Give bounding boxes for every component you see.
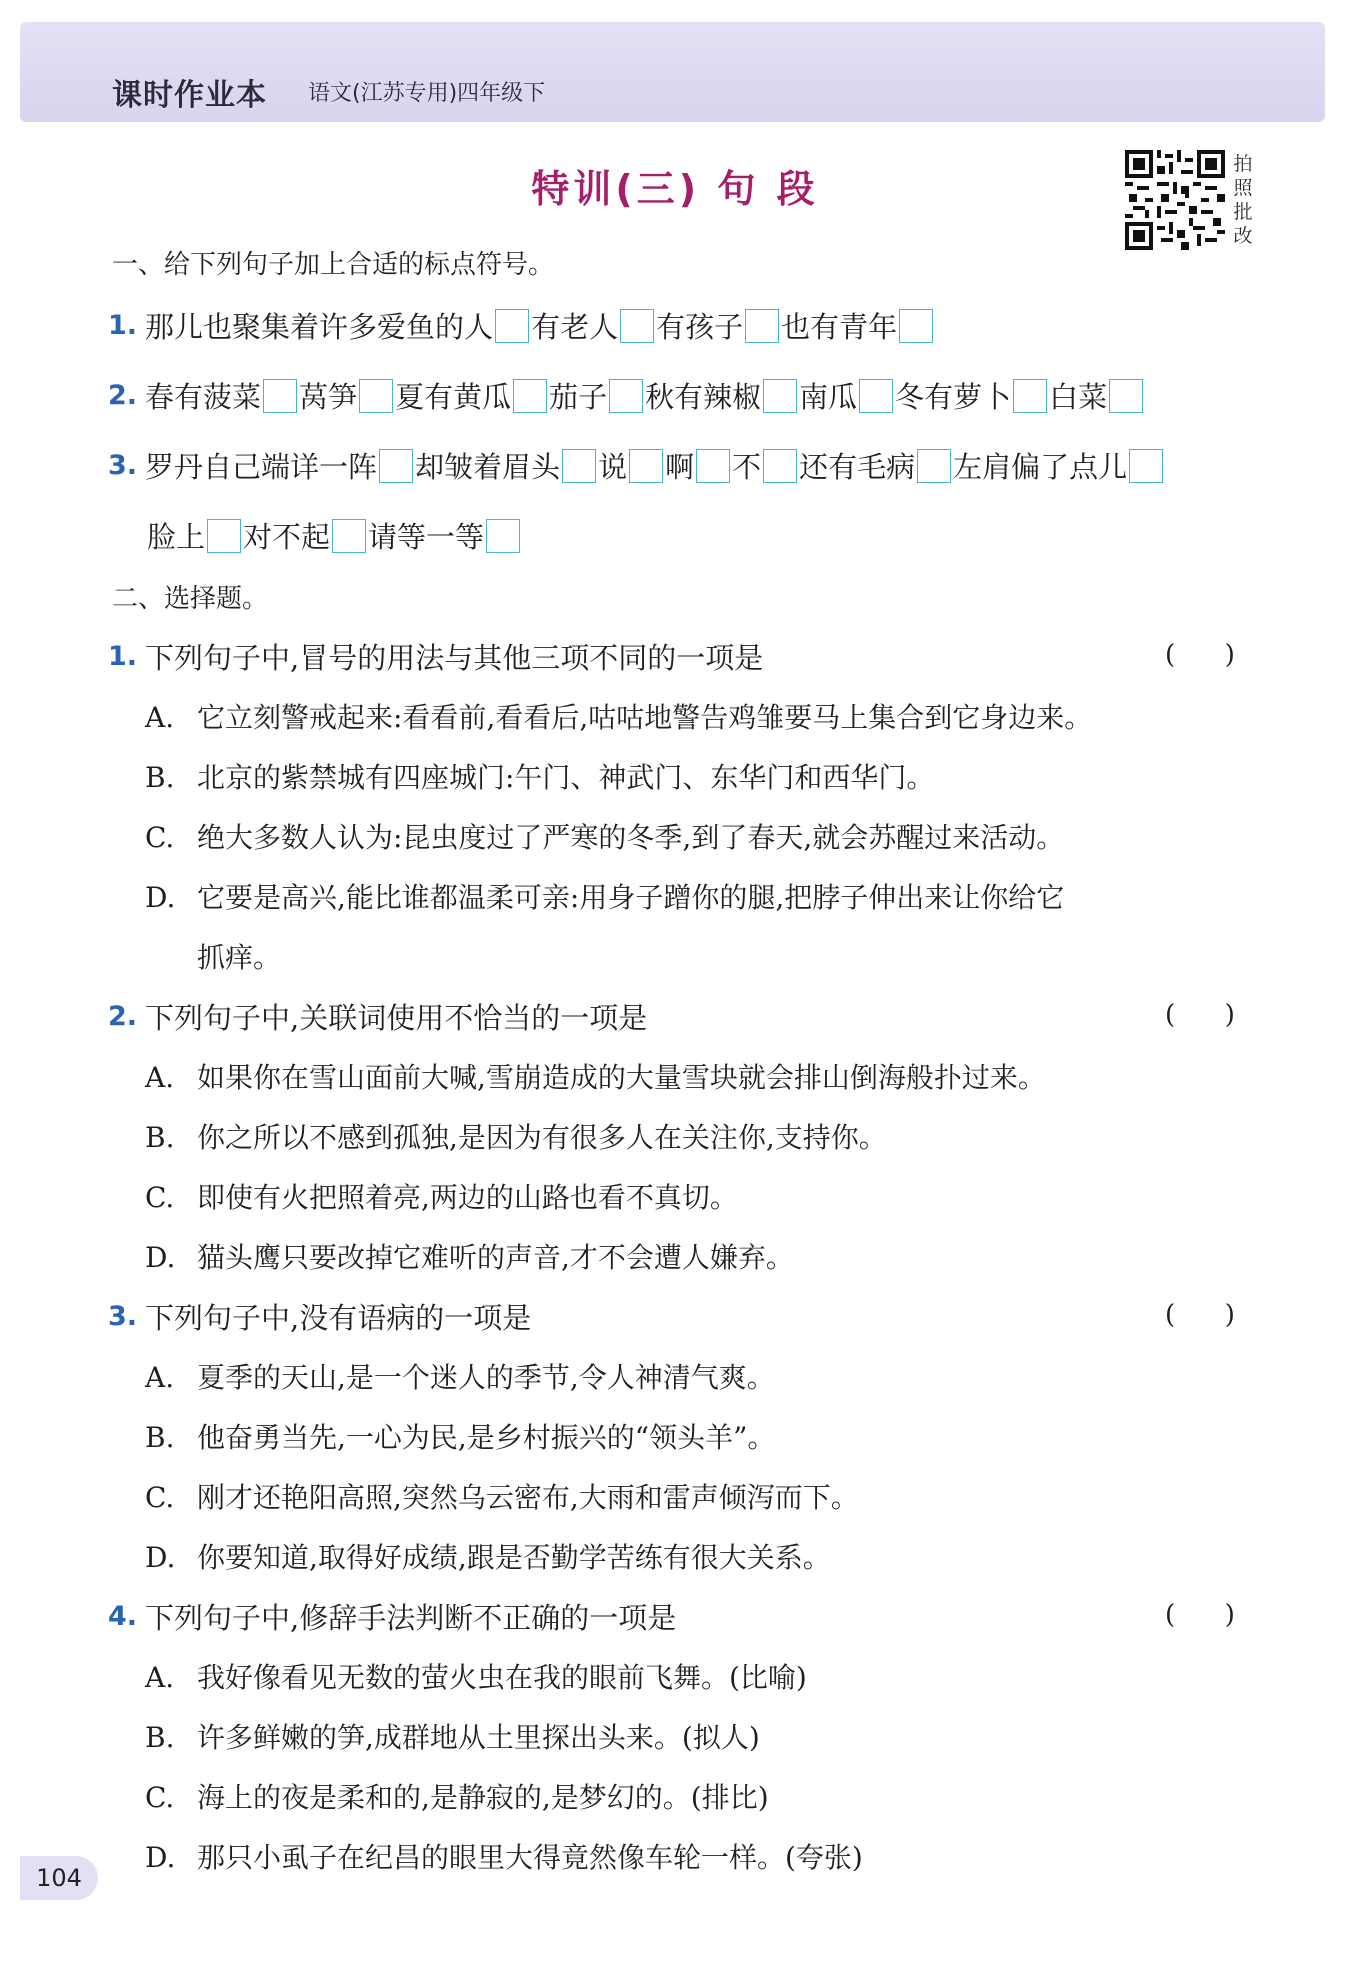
option-text: 他奋勇当先,一心为民,是乡村振兴的“领头羊”。 — [197, 1421, 776, 1454]
sentence-fragment: 那儿也聚集着许多爱鱼的人 — [145, 310, 494, 344]
question-number: 2. — [108, 1001, 138, 1032]
answer-blank[interactable]: ( ) — [1165, 1600, 1235, 1630]
book-subtitle: 语文(江苏专用)四年级下 — [308, 81, 546, 106]
part1-heading: 一、给下列句子加上合适的标点符号。 — [112, 250, 555, 280]
option-text: 你要知道,取得好成绩,跟是否勤学苦练有很大关系。 — [197, 1541, 831, 1574]
sentence-fragment: 也有青年 — [781, 310, 898, 344]
option-b[interactable] — [145, 1716, 760, 1756]
question-stem: 下列句子中,关联词使用不恰当的一项是 — [145, 1001, 648, 1035]
option-a[interactable] — [145, 1056, 1046, 1096]
question-stem: 下列句子中,没有语病的一项是 — [145, 1301, 532, 1335]
qr-label-char: 拍 — [1233, 153, 1253, 175]
option-d[interactable] — [145, 1836, 863, 1876]
punct-blank[interactable] — [1129, 449, 1163, 483]
question-2 — [108, 996, 647, 1037]
punct-item-1 — [108, 305, 935, 346]
option-d[interactable] — [145, 876, 1064, 916]
option-b[interactable] — [145, 756, 934, 796]
answer-blank[interactable]: ( ) — [1165, 1300, 1235, 1330]
question-4 — [108, 1596, 676, 1637]
sentence-fragment: 冬有萝卜 — [895, 380, 1012, 414]
option-text: 你之所以不感到孤独,是因为有很多人在关注你,支持你。 — [197, 1121, 887, 1154]
option-b[interactable] — [145, 1416, 775, 1456]
option-text: 即使有火把照着亮,两边的山路也看不真切。 — [197, 1181, 738, 1214]
option-a[interactable] — [145, 1656, 807, 1696]
sentence-fragment: 不 — [732, 450, 762, 484]
option-letter: D. — [145, 881, 176, 914]
option-d[interactable] — [145, 1236, 794, 1276]
punct-blank[interactable] — [1109, 379, 1143, 413]
punct-blank[interactable] — [486, 519, 520, 553]
punct-blank[interactable] — [859, 379, 893, 413]
punct-blank[interactable] — [359, 379, 393, 413]
punct-blank[interactable] — [763, 379, 797, 413]
question-number: 3. — [108, 1301, 138, 1332]
option-a[interactable] — [145, 696, 1092, 736]
sentence-fragment: 秋有辣椒 — [645, 380, 762, 414]
option-text: 刚才还艳阳高照,突然乌云密布,大雨和雷声倾泻而下。 — [197, 1481, 859, 1514]
punct-blank[interactable] — [207, 519, 241, 553]
punct-blank[interactable] — [917, 449, 951, 483]
sentence-fragment: 对不起 — [243, 520, 331, 554]
sentence-fragment: 却皱着眉头 — [415, 450, 561, 484]
option-text: 那只小虱子在纪昌的眼里大得竟然像车轮一样。(夸张) — [197, 1841, 863, 1874]
sentence-fragment: 春有菠菜 — [145, 380, 262, 414]
question-stem: 下列句子中,修辞手法判断不正确的一项是 — [145, 1601, 677, 1635]
punct-blank[interactable] — [745, 309, 779, 343]
option-text: 它立刻警戒起来:看看前,看看后,咕咕地警告鸡雏要马上集合到它身边来。 — [197, 701, 1093, 734]
part2-heading: 二、选择题。 — [112, 584, 269, 614]
sentence-fragment: 罗丹自己端详一阵 — [145, 450, 378, 484]
punct-blank[interactable] — [263, 379, 297, 413]
option-a[interactable] — [145, 1356, 775, 1396]
punct-blank[interactable] — [620, 309, 654, 343]
sentence-fragment: 夏有黄瓜 — [395, 380, 512, 414]
option-letter: A. — [145, 1661, 175, 1694]
punct-item-3-cont — [147, 515, 522, 556]
sentence-fragment: 白菜 — [1049, 380, 1108, 414]
option-letter: D. — [145, 1841, 176, 1874]
question-number: 1. — [108, 641, 138, 672]
brand-title: 课时作业本 — [112, 78, 267, 113]
option-letter: D. — [145, 1241, 176, 1274]
sentence-fragment: 有老人 — [531, 310, 619, 344]
qr-label-char: 批 — [1233, 201, 1253, 223]
option-c[interactable] — [145, 1776, 769, 1816]
option-letter: C. — [145, 1181, 175, 1214]
punct-blank[interactable] — [513, 379, 547, 413]
answer-blank[interactable]: ( ) — [1165, 640, 1235, 670]
option-c[interactable] — [145, 816, 1064, 856]
punct-blank[interactable] — [763, 449, 797, 483]
option-letter: C. — [145, 1481, 175, 1514]
page-title: 特训(三) 句 段 — [531, 167, 819, 211]
option-letter: C. — [145, 1781, 175, 1814]
option-letter: A. — [145, 701, 175, 734]
punct-blank[interactable] — [562, 449, 596, 483]
scan-grading-label — [1232, 152, 1254, 248]
question-3 — [108, 1296, 531, 1337]
option-letter: B. — [145, 1721, 175, 1754]
qr-code-icon[interactable] — [1125, 150, 1225, 250]
option-c[interactable] — [145, 1476, 859, 1516]
option-letter: B. — [145, 1421, 175, 1454]
option-letter: B. — [145, 761, 175, 794]
option-text: 北京的紫禁城有四座城门:午门、神武门、东华门和西华门。 — [197, 761, 935, 794]
option-text: 夏季的天山,是一个迷人的季节,令人神清气爽。 — [197, 1361, 775, 1394]
option-d[interactable] — [145, 1536, 831, 1576]
punct-blank[interactable] — [609, 379, 643, 413]
question-number: 4. — [108, 1601, 138, 1632]
sentence-fragment: 说 — [598, 450, 628, 484]
punct-blank[interactable] — [629, 449, 663, 483]
option-c[interactable] — [145, 1176, 738, 1216]
option-letter: B. — [145, 1121, 175, 1154]
punct-blank[interactable] — [332, 519, 366, 553]
option-text: 海上的夜是柔和的,是静寂的,是梦幻的。(排比) — [197, 1781, 769, 1814]
item-number: 1. — [108, 310, 138, 341]
punct-blank[interactable] — [379, 449, 413, 483]
option-text: 如果你在雪山面前大喊,雪崩造成的大量雪块就会排山倒海般扑过来。 — [197, 1061, 1046, 1094]
option-letter: A. — [145, 1061, 175, 1094]
page-number: 104 — [20, 1856, 98, 1900]
punct-item-3 — [108, 445, 1165, 486]
sentence-fragment: 莴笋 — [299, 380, 358, 414]
option-text: 我好像看见无数的萤火虫在我的眼前飞舞。(比喻) — [197, 1661, 807, 1694]
punct-blank[interactable] — [1013, 379, 1047, 413]
qr-label-char: 照 — [1233, 177, 1253, 199]
sentence-fragment: 脸上 — [147, 520, 206, 554]
sentence-fragment: 啊 — [665, 450, 695, 484]
option-text: 猫头鹰只要改掉它难听的声音,才不会遭人嫌弃。 — [197, 1241, 794, 1274]
sentence-fragment: 还有毛病 — [799, 450, 916, 484]
item-number: 2. — [108, 380, 138, 411]
answer-blank[interactable]: ( ) — [1165, 1000, 1235, 1030]
option-letter: C. — [145, 821, 175, 854]
option-letter: A. — [145, 1361, 175, 1394]
option-b[interactable] — [145, 1116, 887, 1156]
option-text: 许多鲜嫩的笋,成群地从土里探出头来。(拟人) — [197, 1721, 760, 1754]
sentence-fragment: 有孩子 — [656, 310, 744, 344]
sentence-fragment: 茄子 — [549, 380, 608, 414]
option-letter: D. — [145, 1541, 176, 1574]
punct-item-2 — [108, 375, 1145, 416]
punct-blank[interactable] — [899, 309, 933, 343]
punct-blank[interactable] — [696, 449, 730, 483]
option-d-continued: 抓痒。 — [197, 941, 282, 974]
option-text: 绝大多数人认为:昆虫度过了严寒的冬季,到了春天,就会苏醒过来活动。 — [197, 821, 1065, 854]
sentence-fragment: 左肩偏了点儿 — [953, 450, 1128, 484]
question-stem: 下列句子中,冒号的用法与其他三项不同的一项是 — [145, 641, 764, 675]
qr-label-char: 改 — [1233, 225, 1253, 247]
option-text: 它要是高兴,能比谁都温柔可亲:用身子蹭你的腿,把脖子伸出来让你给它 — [197, 881, 1065, 914]
punct-blank[interactable] — [495, 309, 529, 343]
sentence-fragment: 请等一等 — [368, 520, 485, 554]
question-1 — [108, 636, 763, 677]
item-number: 3. — [108, 450, 138, 481]
sentence-fragment: 南瓜 — [799, 380, 858, 414]
